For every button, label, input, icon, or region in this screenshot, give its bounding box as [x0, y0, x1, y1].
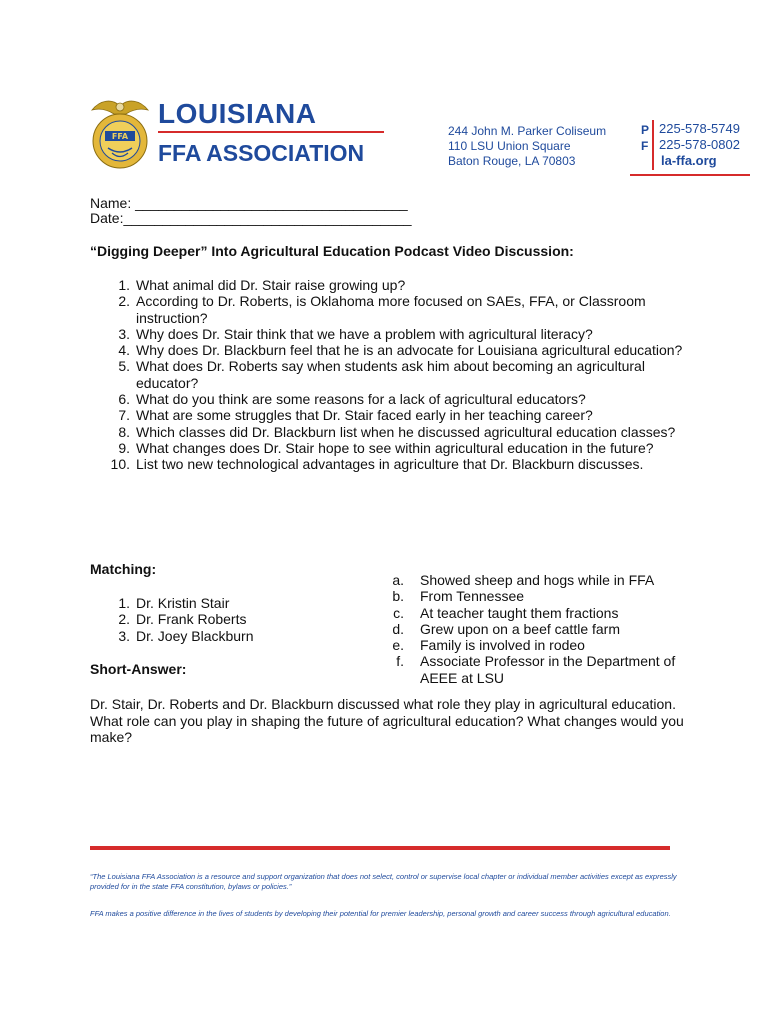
- matching-people-list: [90, 595, 254, 644]
- address-line: 244 John M. Parker Coliseum: [448, 124, 607, 138]
- person-number: 2.: [118, 611, 130, 628]
- question-item: [90, 407, 710, 423]
- address-line: Baton Rouge, LA 70803: [448, 154, 576, 168]
- question-item: [90, 391, 710, 407]
- svg-text:FFA: FFA: [111, 132, 129, 141]
- question-item: [90, 277, 710, 293]
- date-field[interactable]: Date:_____________________________________: [90, 210, 412, 226]
- question-item: [90, 424, 710, 440]
- phone-number: 225-578-5749: [659, 121, 740, 136]
- question-number: 9.: [118, 439, 130, 456]
- question-item: [90, 293, 710, 326]
- website-link[interactable]: la-ffa.org: [661, 153, 717, 168]
- question-item: [90, 456, 710, 472]
- question-text: What are some struggles that Dr. Stair faced early in her teaching career?: [136, 407, 593, 424]
- answer-letter: a.: [392, 572, 404, 588]
- question-text: Why does Dr. Stair think that we have a problem with agricultural literacy?: [136, 325, 593, 342]
- answer-text: Showed sheep and hogs while in FFA: [420, 572, 655, 588]
- answer-item: [380, 572, 680, 588]
- person-number: 1.: [118, 595, 130, 611]
- answer-text: Associate Professor in the Department of AEEE at LSU: [420, 653, 676, 686]
- question-text: Why does Dr. Blackburn feel that he is an advocate for Louisiana agricultural education?: [136, 342, 683, 359]
- question-text: What animal did Dr. Stair raise growing up?: [136, 277, 406, 293]
- person-item: [90, 611, 254, 627]
- question-item: [90, 326, 710, 342]
- name-field[interactable]: Name: ___________________________________: [90, 195, 408, 211]
- question-item: [90, 358, 710, 391]
- answer-letter: d.: [392, 620, 404, 637]
- person-name: Dr. Frank Roberts: [136, 611, 247, 628]
- question-list: [90, 277, 710, 473]
- footer-divider: [90, 846, 670, 850]
- answer-letter: e.: [392, 637, 404, 654]
- question-number: 8.: [118, 423, 130, 440]
- person-item: [90, 628, 254, 644]
- matching-answers-list: [380, 572, 680, 686]
- fax-number: 225-578-0802: [659, 137, 740, 152]
- answer-text: Grew upon on a beef cattle farm: [420, 620, 620, 637]
- worksheet-title: “Digging Deeper” Into Agricultural Education Podcast Video Discussion:: [90, 243, 574, 259]
- footer-mission-statement: FFA makes a positive difference in the lives of students by developing their potential for premier leadership, personal growth and career success through agricultural education.: [90, 909, 671, 918]
- ffa-emblem-logo: [90, 96, 150, 170]
- address-line: 110 LSU Union Square: [448, 139, 571, 153]
- question-item: [90, 342, 710, 358]
- matching-heading: Matching:: [90, 561, 157, 577]
- fax-label: F: [641, 139, 649, 153]
- question-number: 4.: [118, 342, 130, 359]
- question-number: 7.: [118, 407, 130, 424]
- question-text: What do you think are some reasons for a lack of agricultural educators?: [136, 391, 586, 408]
- question-text: What does Dr. Roberts say when students ask him about becoming an agricultural educator?: [136, 358, 645, 391]
- person-number: 3.: [118, 627, 130, 644]
- answer-item: [380, 588, 680, 604]
- question-number: 1.: [118, 277, 130, 293]
- answer-text: At teacher taught them fractions: [420, 604, 619, 621]
- answer-letter: f.: [396, 653, 404, 670]
- phone-label: P: [641, 123, 650, 137]
- question-text: What changes does Dr. Stair hope to see within agricultural education in the future?: [136, 439, 654, 456]
- question-number: 10.: [110, 456, 130, 473]
- short-answer-prompt: Dr. Stair, Dr. Roberts and Dr. Blackburn discussed what role they play in agricultural education. What role can you play in shaping the future of agricultural education? What changes would you make?: [90, 696, 684, 745]
- answer-text: Family is involved in rodeo: [420, 637, 585, 654]
- footer-disclaimer: “The Louisiana FFA Association is a resource and support organization that does not select, control or supervise local chapter or individual member activities except as expressly provided for in the state FFA constitution, bylaws or policies.”: [90, 872, 677, 891]
- answer-item: [380, 605, 680, 621]
- answer-letter: b.: [392, 588, 404, 605]
- answer-letter: c.: [393, 604, 404, 621]
- question-text: List two new technological advantages in agriculture that Dr. Blackburn discusses.: [136, 456, 644, 473]
- short-answer-heading: Short-Answer:: [90, 661, 187, 677]
- question-item: [90, 440, 710, 456]
- person-name: Dr. Kristin Stair: [136, 595, 230, 611]
- question-number: 2.: [118, 293, 130, 310]
- question-number: 5.: [118, 358, 130, 375]
- question-number: 3.: [118, 325, 130, 342]
- answer-item: [380, 621, 680, 637]
- org-name-divider: [158, 131, 384, 133]
- answer-item: [380, 653, 680, 686]
- org-name-line1: LOUISIANA: [158, 98, 317, 129]
- answer-text: From Tennessee: [420, 588, 525, 605]
- org-name-line2: FFA ASSOCIATION: [158, 140, 365, 166]
- header-divider: [630, 174, 750, 176]
- answer-item: [380, 637, 680, 653]
- person-item: [90, 595, 254, 611]
- question-text: Which classes did Dr. Blackburn list when he discussed agricultural education classes?: [136, 423, 676, 440]
- question-number: 6.: [118, 391, 130, 408]
- person-name: Dr. Joey Blackburn: [136, 627, 254, 644]
- question-text: According to Dr. Roberts, is Oklahoma more focused on SAEs, FFA, or Classroom instruction?: [136, 293, 646, 326]
- contact-divider: [652, 120, 654, 170]
